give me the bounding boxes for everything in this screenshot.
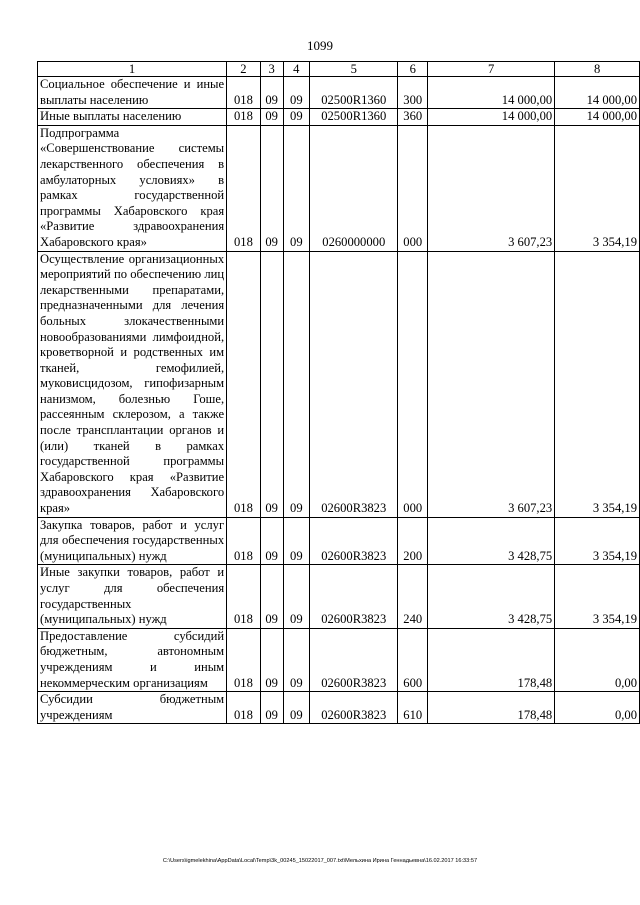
header-cell: 2: [227, 62, 261, 77]
chapter-code-cell: 018: [227, 109, 261, 126]
expense-type-code-cell: 300: [398, 77, 428, 109]
planned-amount-cell: 3 607,23: [428, 125, 555, 251]
header-cell: 3: [260, 62, 283, 77]
table-row: [38, 628, 640, 691]
subsection-code-cell: 09: [283, 517, 310, 565]
row-name-text: Предоставление субсидий бюджетным, автономным учреждениям и иным некоммерческим организациям: [40, 628, 225, 690]
section-code-cell: 09: [260, 628, 283, 691]
expense-type-code-cell: 360: [398, 109, 428, 126]
row-name-text: Социальное обеспечение и иные выплаты населению: [40, 77, 225, 107]
row-name-text: Иные выплаты населению: [40, 109, 182, 124]
row-name-text: Закупка товаров, работ и услуг для обеспечения государственных (муниципальных) нужд: [40, 517, 225, 563]
row-name-cell: [38, 125, 227, 251]
table-row: [38, 565, 640, 628]
row-name-cell: [38, 77, 227, 109]
subsection-code-cell: 09: [283, 109, 310, 126]
header-cell: 1: [38, 62, 227, 77]
table-row: [38, 109, 640, 126]
chapter-code-cell: 018: [227, 628, 261, 691]
executed-amount-cell: 0,00: [555, 628, 640, 691]
chapter-code-cell: 018: [227, 251, 261, 517]
row-name-text: Осуществление организационных мероприятий по обеспечению лиц лекарственными препаратами, предназначенными для лечения больных злокачественными новообразованиями лимфоидной, кроветворной и родственных им тканей, гемофилией, муковисцидозом, гипофизарным нанизмом, болезнью Гоше, рассеянным склерозом, а также после трансплантации органов и (или) тканей в рамках государственной программы Хабаровского края «Развитие здравоохранения Хабаровского края»: [40, 251, 225, 516]
planned-amount-cell: 178,48: [428, 692, 555, 724]
table-row: [38, 77, 640, 109]
executed-amount-cell: 0,00: [555, 692, 640, 724]
target-item-code-cell: 02500R1360: [310, 77, 398, 109]
section-code-cell: 09: [260, 517, 283, 565]
chapter-code-cell: 018: [227, 692, 261, 724]
row-name-cell: [38, 109, 227, 126]
table-row: [38, 125, 640, 251]
row-name-cell: [38, 565, 227, 628]
row-name-text: Субсидии бюджетным учреждениям: [40, 692, 225, 722]
table-row: [38, 251, 640, 517]
row-name-text: Иные закупки товаров, работ и услуг для обеспечения государственных (муниципальных) нужд: [40, 565, 225, 627]
target-item-code-cell: 02500R1360: [310, 109, 398, 126]
planned-amount-cell: 178,48: [428, 628, 555, 691]
section-code-cell: 09: [260, 692, 283, 724]
planned-amount-cell: 3 428,75: [428, 517, 555, 565]
target-item-code-cell: 0260000000: [310, 125, 398, 251]
row-name-cell: [38, 251, 227, 517]
section-code-cell: 09: [260, 565, 283, 628]
row-name-cell: [38, 692, 227, 724]
planned-amount-cell: 3 428,75: [428, 565, 555, 628]
executed-amount-cell: 3 354,19: [555, 517, 640, 565]
chapter-code-cell: 018: [227, 125, 261, 251]
row-name-cell: [38, 517, 227, 565]
executed-amount-cell: 3 354,19: [555, 125, 640, 251]
expense-type-code-cell: 000: [398, 251, 428, 517]
chapter-code-cell: 018: [227, 565, 261, 628]
chapter-code-cell: 018: [227, 517, 261, 565]
target-item-code-cell: 02600R3823: [310, 517, 398, 565]
header-cell: 7: [428, 62, 555, 77]
section-code-cell: 09: [260, 251, 283, 517]
row-name-text: «Совершенствование системы лекарственного обеспечения в амбулаторных условиях» в рамках государственной программы Хабаровского края «Развитие здравоохранения Хабаровского края»: [40, 141, 225, 249]
expense-type-code-cell: 240: [398, 565, 428, 628]
row-name-text: Подпрограмма: [40, 125, 120, 140]
table-row: [38, 692, 640, 724]
subsection-code-cell: 09: [283, 692, 310, 724]
table-header-row: [38, 62, 640, 77]
executed-amount-cell: 3 354,19: [555, 251, 640, 517]
expense-type-code-cell: 200: [398, 517, 428, 565]
section-code-cell: 09: [260, 77, 283, 109]
target-item-code-cell: 02600R3823: [310, 692, 398, 724]
chapter-code-cell: 018: [227, 77, 261, 109]
target-item-code-cell: 02600R3823: [310, 565, 398, 628]
planned-amount-cell: 3 607,23: [428, 251, 555, 517]
header-cell: 4: [283, 62, 310, 77]
header-cell: 8: [555, 62, 640, 77]
executed-amount-cell: 14 000,00: [555, 77, 640, 109]
target-item-code-cell: 02600R3823: [310, 251, 398, 517]
budget-table: [37, 61, 640, 724]
executed-amount-cell: 3 354,19: [555, 565, 640, 628]
table-row: [38, 517, 640, 565]
footer-file-path: C:\Users\igmelekhina\AppData\Local\Temp\3k_00245_15022017_007.txt\Мельхина Ирина Геннадьевна\16.02.2017 16:33:57: [162, 858, 478, 864]
section-code-cell: 09: [260, 125, 283, 251]
subsection-code-cell: 09: [283, 125, 310, 251]
planned-amount-cell: 14 000,00: [428, 77, 555, 109]
expense-type-code-cell: 600: [398, 628, 428, 691]
subsection-code-cell: 09: [283, 565, 310, 628]
planned-amount-cell: 14 000,00: [428, 109, 555, 126]
section-code-cell: 09: [260, 109, 283, 126]
subsection-code-cell: 09: [283, 77, 310, 109]
header-cell: 6: [398, 62, 428, 77]
target-item-code-cell: 02600R3823: [310, 628, 398, 691]
header-cell: 5: [310, 62, 398, 77]
page-number: 1099: [307, 38, 333, 53]
subsection-code-cell: 09: [283, 628, 310, 691]
row-name-cell: [38, 628, 227, 691]
subsection-code-cell: 09: [283, 251, 310, 517]
expense-type-code-cell: 000: [398, 125, 428, 251]
executed-amount-cell: 14 000,00: [555, 109, 640, 126]
expense-type-code-cell: 610: [398, 692, 428, 724]
